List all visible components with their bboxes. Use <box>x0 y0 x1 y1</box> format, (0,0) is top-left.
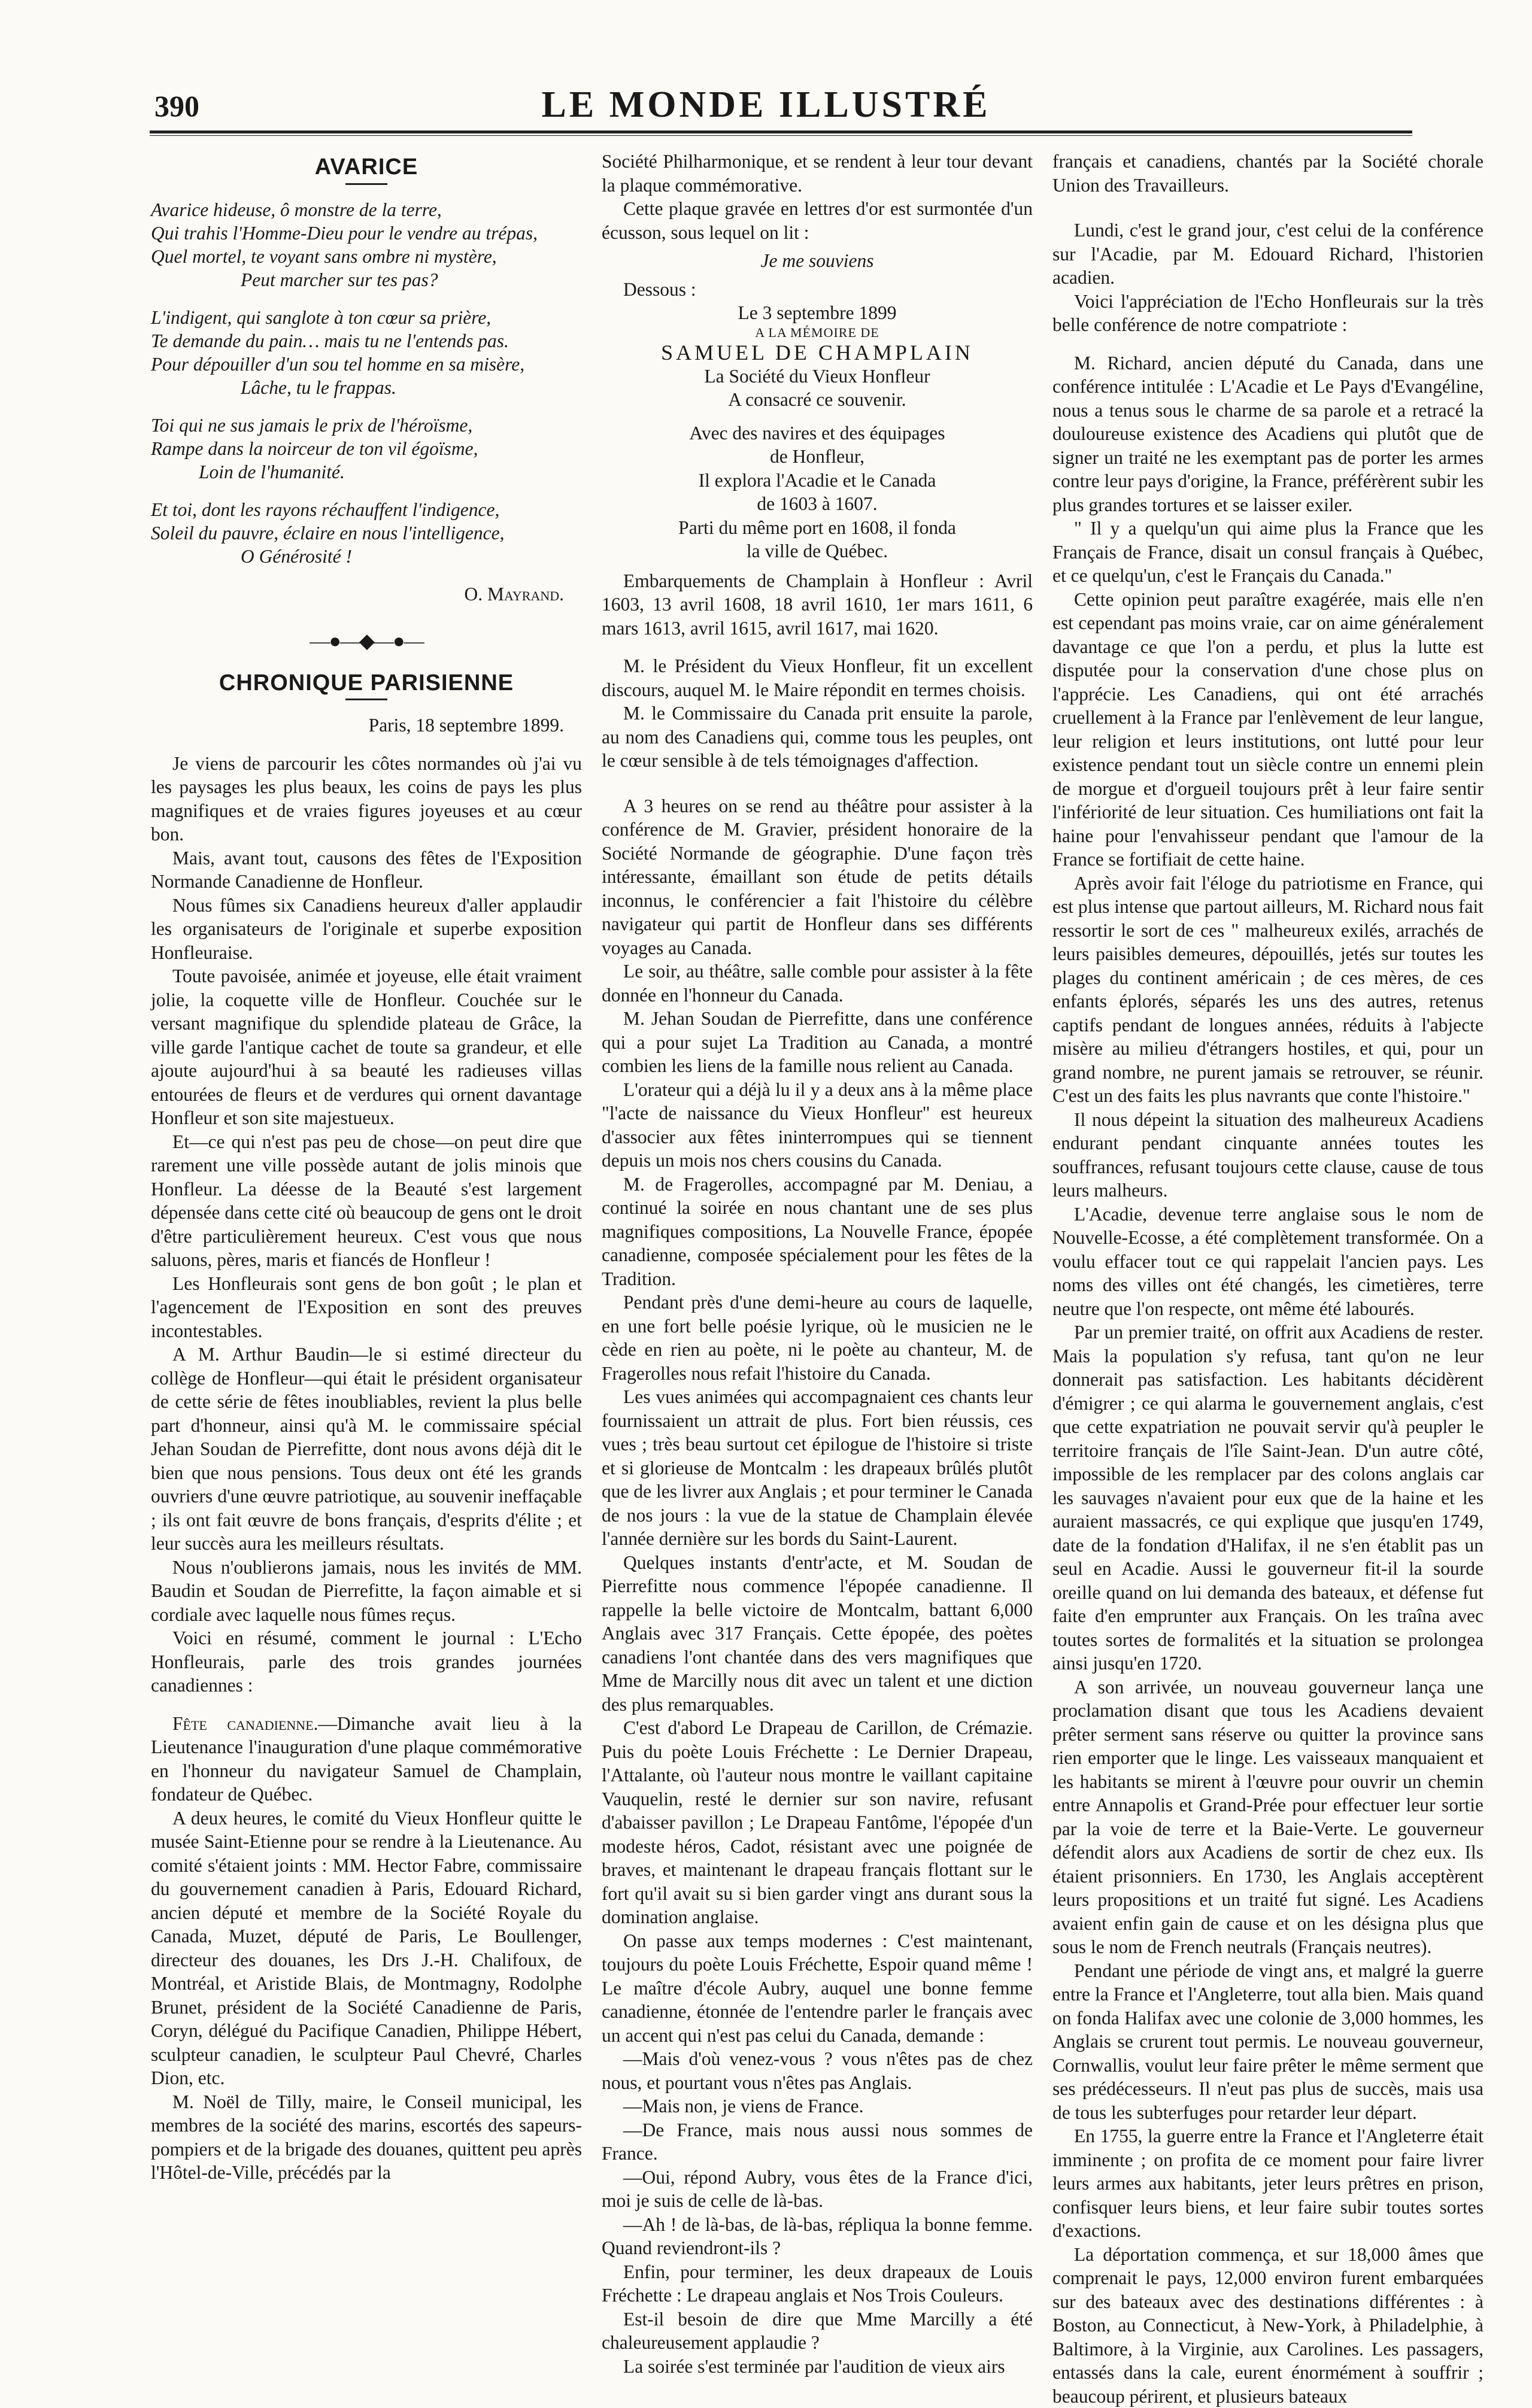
chronique-body <box>151 752 582 1698</box>
poem-line: Soleil du pauvre, éclaire en nous l'intelligence, <box>151 521 582 545</box>
plaque-small: A LA MÉMOIRE DE <box>602 325 1033 341</box>
column-1 <box>151 150 582 2185</box>
paragraph: Pendant une période de vingt ans, et malgré la guerre entre la France et l'Angleterre, tout alla bien. Mais quand on fonda Halifax avec une colonie de 3,000 hommes, les Anglais se crurent tout permis. Le nouveau gouverneur, Cornwallis, voulut leur faire prêter le même serment que ses prédécesseurs. Il n'eut pas plus de succès, mais usa de tous les subterfuges pour retarder leur départ. <box>1052 1959 1484 2125</box>
poem-signature: O. Mayrand. <box>151 582 582 606</box>
poem-line: Rampe dans la noirceur de ton vil égoïsme, <box>151 437 582 460</box>
paragraph: " Il y a quelqu'un qui aime plus la France que les Français de France, disait un consul français à Québec, et ce quelqu'un, c'est le Français du Canada." <box>1052 517 1484 588</box>
poem-line: O Générosité ! <box>151 545 582 568</box>
paragraph: La déportation commença, et sur 18,000 âmes que comprenait le pays, 12,000 environ furent embarquées sur des bateaux avec des destinations différentes : à Boston, au Connecticut, à New-York, à Philadelphie, à Baltimore, à la Virginie, aux Carolines. Les passagers, entassés dans la cale, eurent énormément à souffrir ; beaucoup périrent, et plusieurs bateaux <box>1052 2243 1484 2408</box>
plaque-line: Le 3 septembre 1899 <box>602 301 1033 325</box>
paragraph: C'est d'abord Le Drapeau de Carillon, de Crémazie. Puis du poète Louis Fréchette : Le Dernier Drapeau, l'Attalante, où l'auteur nous montre le vaillant capitaine Vauquelin, resté le dernier sur son navire, refusant d'abaisser pavillon ; Le Drapeau Fantôme, l'épopée d'un modeste héros, Cadot, résistant avec une poignée de braves, et maintenant le drapeau français flottant sur le fort qu'il avait su si bien garder vingt ans durant sous la domination anglaise. <box>602 1716 1033 1929</box>
title-rule <box>345 699 387 700</box>
poem-line: Avarice hideuse, ô monstre de la terre, <box>151 198 582 221</box>
embarquements: Embarquements de Champlain à Honfleur : Avril 1603, 13 avril 1608, 18 avril 1610, 1er mars 1611, 6 mars 1613, avril 1615, avril 1617, mai 1620. <box>602 569 1033 640</box>
column-3 <box>1052 150 1484 2408</box>
paragraph: Est-il besoin de dire que Mme Marcilly a été chaleureusement applaudie ? <box>602 2307 1033 2355</box>
plaque-line: Il explora l'Acadie et le Canada <box>602 469 1033 493</box>
paragraph: A deux heures, le comité du Vieux Honfleur quitte le musée Saint-Etienne pour se rendre à la Lieutenance. Au comité s'étaient joints : MM. Hector Fabre, commissaire du gouvernement canadien à Paris, Edouard Richard, ancien député et membre de la Société Royale du Canada, Muzet, député de Paris, Le Boullenger, directeur des douanes, les Drs J.-H. Chalifoux, de Montréal, et Aristide Blais, de Montmagny, Rodolphe Brunet, président de la Société Canadienne de Paris, Coryn, délégué du Pacifique Canadien, Philippe Hébert, sculpteur canadien, le sculpteur Paul Chevré, Charles Dion, etc. <box>151 1806 582 2090</box>
col2-intro2: Cette plaque gravée en lettres d'or est surmontée d'un écusson, sous lequel on lit : <box>602 197 1033 244</box>
header-rule-thin <box>150 135 1412 136</box>
paragraph: Quelques instants d'entr'acte, et M. Soudan de Pierrefitte nous commence l'épopée canadienne. Il rappelle la belle victoire de Montcalm, battant 6,000 Anglais avec 317 Français. Cette épopée, des poètes canadiens l'ont chantée dans des vers magnifiques que Mme de Marcilly nous dit avec un talent et une diction des plus remarquables. <box>602 1551 1033 1717</box>
paragraph: Lundi, c'est le grand jour, c'est celui de la conférence sur l'Acadie, par M. Edouard Richard, l'historien acadien. <box>1052 218 1484 290</box>
plaque-line: Avec des navires et des équipages <box>602 421 1033 445</box>
paragraph: Pendant près d'une demi-heure au cours de laquelle, en une fort belle poésie lyrique, où le musicien ne le cède en rien au poète, ni le poète au chanteur, M. de Fragerolles nous refait l'histoire du Canada. <box>602 1290 1033 1385</box>
paragraph: —Ah ! de là-bas, de là-bas, répliqua la bonne femme. Quand reviendront-ils ? <box>602 2213 1033 2260</box>
paragraph: Après avoir fait l'éloge du patriotisme en France, qui est plus intense que partout ailleurs, M. Richard nous fait ressortir le sort de ces " malheureux exilés, arrachés de leurs paisibles demeures, dépouillés, jetés sur toutes les plages du continent américain ; de ces mères, de ces enfants éplorés, séparés les uns des autres, retenus captifs pendant de longues années, réduits à l'abjecte misère au milieu d'étrangers hostiles, et qui, pour un grand nombre, ne purent jamais se retrouver, se réunir. C'est un des faits les plus navrants que conte l'histoire." <box>1052 872 1484 1108</box>
paragraph: L'orateur qui a déjà lu il y a deux ans à la même place "l'acte de naissance du Vieux Honfleur" est heureux d'associer aux fêtes ininterrompues qui se tiennent depuis un mois nos chers cousins du Canada. <box>602 1078 1033 1173</box>
col2-body <box>602 654 1033 773</box>
plaque-dessous: Dessous : <box>602 278 1033 302</box>
paragraph: On passe aux temps modernes : C'est maintenant, toujours du poète Louis Fréchette, Espoir quand même ! Le maître d'école Aubry, auquel une bonne femme canadienne, étonnée de l'entendre parler le français avec un accent qui n'est pas celui du Canada, demande : <box>602 1929 1033 2048</box>
poem-line: Quel mortel, te voyant sans ombre ni mystère, <box>151 245 582 268</box>
paragraph: —Mais non, je viens de France. <box>602 2094 1033 2118</box>
dateline: Paris, 18 septembre 1899. <box>151 713 582 737</box>
paragraph: Voici l'appréciation de l'Echo Honfleurais sur la très belle conférence de notre compatriote : <box>1052 290 1484 337</box>
chronique-title: CHRONIQUE PARISIENNE <box>151 672 582 696</box>
poem-line: Qui trahis l'Homme-Dieu pour le vendre au trépas, <box>151 221 582 245</box>
masthead-title: LE MONDE ILLUSTRÉ <box>0 84 1532 126</box>
poem-stanza <box>151 306 582 399</box>
plaque-line: la ville de Québec. <box>602 539 1033 563</box>
poem-line: Te demande du pain… mais tu ne l'entends pas. <box>151 329 582 353</box>
paragraph: —Oui, répond Aubry, vous êtes de la France d'ici, moi je suis de celle de là-bas. <box>602 2166 1033 2213</box>
paragraph: Nous n'oublierons jamais, nous les invités de MM. Baudin et Soudan de Pierrefitte, la façon aimable et si cordiale avec laquelle nous fûmes reçus. <box>151 1556 582 1627</box>
col3-intro: français et canadiens, chantés par la Société chorale Union des Travailleurs. <box>1052 150 1484 197</box>
paragraph: Cette opinion peut paraître exagérée, mais elle n'en est cependant pas moins vraie, car on aime généralement davantage ce que l'on a perdu, et plus la lutte est disputée pour la conservation d'une chose plus on l'apprécie. Les Canadiens, qui ont été arrachés cruellement à la France par l'enlèvement de leur langue, leur religion et leurs institutions, ont lutté pour leur existence pendant tout un siècle contre un ennemi plein de morgue et d'orgueil toujours prêt à leur faire sentir l'infériorité de leur situation. Ces humiliations ont fait la haine pour l'envahisseur pendant que l'amour de la France se fortifiait de cette haine. <box>1052 588 1484 872</box>
paragraph: La soirée s'est terminée par l'audition de vieux airs <box>602 2355 1033 2379</box>
col2-body-b <box>602 794 1033 2379</box>
col2-intro: Société Philharmonique, et se rendent à leur tour devant la plaque commémorative. <box>602 150 1033 197</box>
paragraph: M. de Fragerolles, accompagné par M. Deniau, a continué la soirée en nous chantant une de ses plus magnifiques compositions, La Nouvelle France, épopée canadienne, composée spécialement pour les fêtes de la Tradition. <box>602 1173 1033 1291</box>
plaque-motto: Je me souviens <box>602 249 1033 273</box>
plaque-date <box>602 301 1033 325</box>
paragraph: Il nous dépeint la situation des malheureux Acadiens endurant pendant cinquante années toutes les souffrances, refusant toujours cette clause, cause de tous leurs malheurs. <box>1052 1108 1484 1203</box>
poem-line: L'indigent, qui sanglote à ton cœur sa prière, <box>151 306 582 329</box>
paragraph: A M. Arthur Baudin—le si estimé directeur du collège de Honfleur—qui était le président organisateur de cette série de fêtes inoubliables, revient la plus belle part d'honneur, ainsi qu'à M. le commissaire spécial Jehan Soudan de Pierrefitte, dont nous avons déjà dit le bien que nous pensions. Tous deux ont été les grands ouvriers d'une œuvre patriotique, au souvenir ineffaçable ; ils ont fait œuvre de bons français, d'esprits d'élite ; et leur succès aura les meilleurs résultats. <box>151 1343 582 1556</box>
plaque-line: La Société du Vieux Honfleur <box>602 365 1033 388</box>
ornament-divider: —●—◆—●— <box>151 630 582 654</box>
plaque-line: de 1603 à 1607. <box>602 492 1033 516</box>
paragraph: —Mais d'où venez-vous ? vous n'êtes pas de chez nous, et pourtant vous n'êtes pas Anglais. <box>602 2047 1033 2094</box>
col3-body <box>1052 218 1484 337</box>
plaque-line: Parti du même port en 1608, il fonda <box>602 516 1033 540</box>
paragraph: M. le Commissaire du Canada prit ensuite la parole, au nom des Canadiens qui, comme tous les peuples, ont le cœur sensible à de tels témoignages d'affection. <box>602 702 1033 773</box>
paragraph: Par un premier traité, on offrit aux Acadiens de rester. Mais la population s'y refusa, tant qu'on ne leur donnerait pas satisfaction. Les habitants décidèrent d'émigrer ; ce qui alarma le gouvernement anglais, c'est que cette expatriation ne pouvait servir qu'à peupler le territoire français de l'île Saint-Jean. D'un autre côté, impossible de les remplacer par des colons anglais car les sauvages n'avaient pour eux que de la haine et les auraient massacrés, ce qui explique que jusqu'en 1749, date de la fondation d'Halifax, il ne s'en établit pas un seul en Acadie. Aussi le gouverneur fit-il la sourde oreille quand on lui demanda des bateaux, et défense fut faite d'en emprunter aux Français. On les traîna avec toutes sortes de formalités et la situation se prolongea ainsi jusqu'en 1720. <box>1052 1320 1484 1675</box>
paragraph: Nous fûmes six Canadiens heureux d'aller applaudir les organisateurs de l'originale et superbe exposition Honfleuraise. <box>151 894 582 965</box>
paragraph: Les vues animées qui accompagnaient ces chants leur fournissaient un attrait de plus. Fort bien réussis, ces vues ; très beau surtout cet épilogue de l'histoire si triste et si glorieuse de Montcalm : les drapeaux brûlés plutôt que de les livrer aux Anglais ; et pour terminer le Canada de nos jours : la vue de la statue de Champlain élevée l'année dernière sur les bords du Saint-Laurent. <box>602 1385 1033 1551</box>
plaque-line: de Honfleur, <box>602 445 1033 469</box>
column-2 <box>602 150 1033 2378</box>
paragraph: Voici en résumé, comment le journal : L'Echo Honfleurais, parle des trois grandes journées canadiennes : <box>151 1626 582 1698</box>
paragraph: A son arrivée, un nouveau gouverneur lança une proclamation disant que tous les Acadiens devaient prêter serment sans réserve ou quitter la province sans rien emporter que le linge. Les vaisseaux manquaient et les habitants se mirent à l'œuvre pour ouvrir un chemin entre Annapolis et Grand-Prée pour effectuer leur sortie par la voie de terre et la Baie-Verte. Le gouverneur défendit alors aux Acadiens de sortir de chez eux. Ils étaient prisonniers. En 1730, les Anglais acceptèrent leurs propositions et un traité fut signé. Les Acadiens avaient enfin gain de cause et on les désigna plus que sous le nom de French neutrals (Français neutres). <box>1052 1675 1484 1959</box>
paragraph: Et—ce qui n'est pas peu de chose—on peut dire que rarement une ville possède autant de jolis minois que Honfleur. La déesse de la Beauté s'est largement dépensée dans cette cité où beaucoup de gens ont le droit d'être particulièrement heureux. C'est vous que nous saluons, pères, maris et fiancés de Honfleur ! <box>151 1130 582 1272</box>
paragraph: Les Honfleurais sont gens de bon goût ; le plan et l'agencement de l'Exposition en sont des preuves incontestables. <box>151 1272 582 1343</box>
fete-text: —Dimanche avait lieu à la Lieutenance l'inauguration d'une plaque commémorative en l'honneur du navigateur Samuel de Champlain, fondateur de Québec. <box>151 1713 582 1805</box>
paragraph: Enfin, pour terminer, les deux drapeaux de Louis Fréchette : Le drapeau anglais et Nos Trois Couleurs. <box>602 2260 1033 2307</box>
poem-line: Loin de l'humanité. <box>151 460 582 484</box>
poem-line: Toi qui ne sus jamais le prix de l'héroïsme, <box>151 414 582 437</box>
plaque-society <box>602 365 1033 412</box>
paragraph: M. le Président du Vieux Honfleur, fit un excellent discours, auquel M. le Maire répondit en termes choisis. <box>602 654 1033 702</box>
fete-label: Fête canadienne. <box>172 1713 318 1734</box>
col3-body-b <box>1052 351 1484 2408</box>
paragraph: Le soir, au théâtre, salle comble pour assister à la fête donnée en l'honneur du Canada. <box>602 959 1033 1007</box>
plaque-text <box>602 421 1033 563</box>
header-rule <box>150 130 1412 133</box>
paragraph: En 1755, la guerre entre la France et l'Angleterre était imminente ; on profita de ce moment pour faire livrer leurs armes aux habitants, jeter leurs prêtres en prison, confisquer leurs biens, et leur faire subir toutes sortes d'exactions. <box>1052 2124 1484 2243</box>
paragraph: M. Richard, ancien député du Canada, dans une conférence intitulée : L'Acadie et Le Pays d'Evangéline, nous a tenus sous le charme de sa parole et a retracé la douloureuse existence des Acadiens qui plutôt que de signer un traité ne les exemptant pas de porter les armes contre leur pays d'origine, la France, préférèrent subir les plus grandes tortures et se laisser exiler. <box>1052 351 1484 517</box>
page-number: 390 <box>154 89 199 123</box>
poem-stanza <box>151 498 582 568</box>
fete-paragraph <box>151 1712 582 1806</box>
poem-line: Peut marcher sur tes pas? <box>151 268 582 291</box>
poem-line: Et toi, dont les rayons réchauffent l'indigence, <box>151 498 582 521</box>
poem-stanza <box>151 198 582 291</box>
paragraph: Mais, avant tout, causons des fêtes de l'Exposition Normande Canadienne de Honfleur. <box>151 846 582 894</box>
paragraph: Je viens de parcourir les côtes normandes où j'ai vu les paysages les plus beaux, les coins de pays les plus magnifiques et de vraies figures joyeuses et au cœur bon. <box>151 752 582 846</box>
poem-stanza <box>151 414 582 484</box>
paragraph: L'Acadie, devenue terre anglaise sous le nom de Nouvelle-Ecosse, a été complètement transformée. On a voulu effacer tout ce qui rappelait l'ancien pays. Les noms des villes ont été changés, les cimetières, terre neutre que l'on respecte, ont même été labourés. <box>1052 1203 1484 1321</box>
paragraph: M. Noël de Tilly, maire, le Conseil municipal, les membres de la société des marins, escortés des sapeurs-pompiers et de la brigade des douanes, quittent peu après l'Hôtel-de-Ville, précédés par la <box>151 2090 582 2185</box>
poem-title: AVARICE <box>151 156 582 180</box>
paragraph: —De France, mais nous aussi nous sommes de France. <box>602 2118 1033 2166</box>
poem-line: Lâche, tu le frappas. <box>151 376 582 399</box>
paragraph: M. Jehan Soudan de Pierrefitte, dans une conférence qui a pour sujet La Tradition au Canada, a montré combien les liens de la famille nous relient au Canada. <box>602 1007 1033 1078</box>
poem <box>151 198 582 568</box>
paragraph: Toute pavoisée, animée et joyeuse, elle était vraiment jolie, la coquette ville de Honfleur. Couchée sur le versant magnifique du splendide plateau de Grâce, la ville garde l'antique cachet de toute sa grandeur, et elle ajoute aujourd'hui à sa beauté les radieuses villas entourées de fleurs et de verdures qui ornent davantage Honfleur et son site majestueux. <box>151 964 582 1130</box>
title-rule <box>345 183 387 185</box>
paragraph: A 3 heures on se rend au théâtre pour assister à la conférence de M. Gravier, président honoraire de la Société Normande de géographie. D'une façon très intéressante, émaillant son étude de petits détails inconnus, le conférencier a fait l'histoire du célèbre navigateur qui partit de Honfleur dans ses différents voyages au Canada. <box>602 794 1033 960</box>
plaque-name: SAMUEL DE CHAMPLAIN <box>602 341 1033 365</box>
poem-line: Pour dépouiller d'un sou tel homme en sa misère, <box>151 353 582 376</box>
chronique-body-b <box>151 1806 582 2185</box>
plaque-line: A consacré ce souvenir. <box>602 388 1033 412</box>
